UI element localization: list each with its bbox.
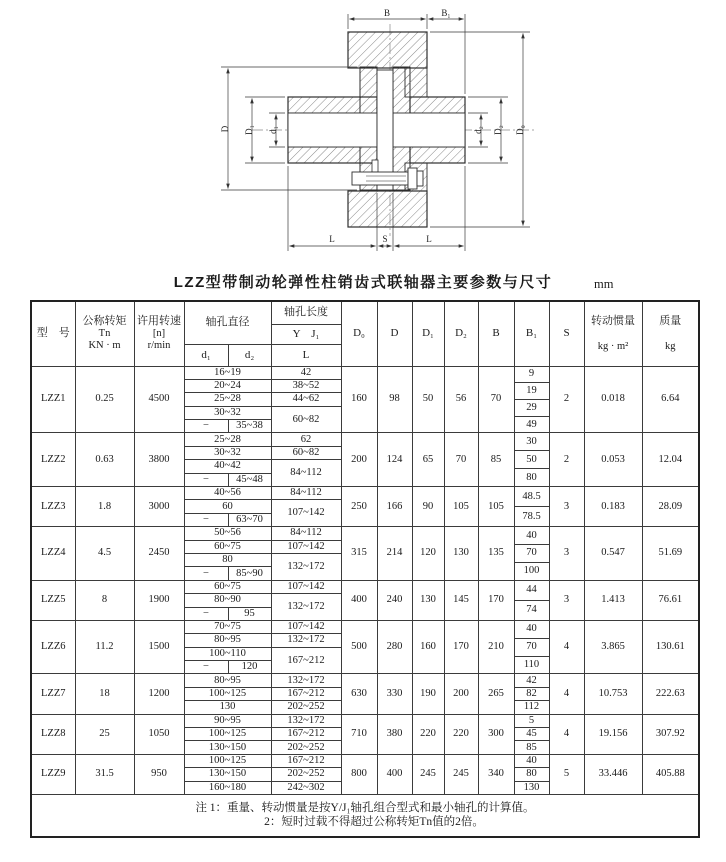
note-line-1: 注 1：重量、转动惯量是按Y/J₁轴孔组合型式和最小轴孔的计算值。	[195, 802, 535, 815]
bore-length-cell: 84~112	[271, 527, 341, 540]
b1-cell	[514, 754, 549, 794]
torque-symbol: Tn	[98, 328, 111, 339]
b1-value: 29	[515, 400, 549, 417]
b-cell: 265	[478, 674, 514, 714]
b1-value: 100	[523, 565, 540, 577]
col-header-d: D	[377, 301, 412, 366]
model-cell: LZZ8	[31, 714, 75, 754]
bore-length-cell: 167~212	[271, 647, 341, 674]
b-cell: 105	[478, 487, 514, 527]
col-header-bore-diameter: 轴孔直径	[184, 301, 271, 344]
spec-table-header	[31, 301, 699, 366]
torque-cell: 25	[75, 714, 134, 754]
s-cell: 3	[549, 487, 584, 527]
inertia-cell: 0.547	[584, 527, 642, 581]
b1-value: 110	[523, 659, 540, 671]
b1-value: 40	[515, 621, 549, 639]
mass-cell: 51.69	[642, 527, 699, 581]
b1-value: 70	[515, 639, 549, 657]
s-cell: 4	[549, 620, 584, 674]
d0-cell: 710	[341, 714, 377, 754]
d2-cap-cell: 56	[444, 366, 478, 433]
bore-range-cell: 16~19	[184, 366, 271, 379]
b1-cell	[514, 527, 549, 581]
d0-cell: 315	[341, 527, 377, 581]
b-cell: 70	[478, 366, 514, 433]
spec-row-lzz7-0	[31, 674, 699, 687]
torque-cell: 4.5	[75, 527, 134, 581]
bore-d1-cell: −	[184, 513, 228, 526]
b1-value: 85	[526, 741, 537, 753]
inertia-cell: 19.156	[584, 714, 642, 754]
s-cell: 2	[549, 366, 584, 433]
speed-cell: 3800	[134, 433, 184, 487]
col-header-b1: B₁	[514, 301, 549, 366]
inertia-cell: 0.018	[584, 366, 642, 433]
bore-range-cell: 80	[184, 553, 271, 566]
bore-range-cell: 30~32	[184, 406, 271, 419]
speed-cell: 1500	[134, 620, 184, 674]
b1-value: 112	[523, 701, 540, 713]
model-cell: LZZ1	[31, 366, 75, 433]
bore-range-cell: 20~24	[184, 379, 271, 392]
torque-cell: 1.8	[75, 487, 134, 527]
b1-stack	[515, 674, 549, 713]
speed-unit: r/min	[147, 340, 171, 352]
speed-cell: 4500	[134, 366, 184, 433]
mass-unit: kg	[665, 340, 676, 352]
bore-range-cell: 100~125	[184, 728, 271, 741]
d1-cap-cell: 190	[412, 674, 444, 714]
mass-cell: 130.61	[642, 620, 699, 674]
b1-value: 80	[526, 471, 537, 483]
b1-value: 9	[515, 367, 549, 384]
d2-cap-cell: 245	[444, 754, 478, 794]
torque-cell: 11.2	[75, 620, 134, 674]
bore-d1-cell: −	[184, 607, 228, 620]
inertia-cell: 0.053	[584, 433, 642, 487]
bore-range-cell: 70~75	[184, 620, 271, 633]
s-cell: 3	[549, 527, 584, 581]
b1-stack	[515, 621, 549, 674]
bore-range-cell: 80~95	[184, 634, 271, 647]
speed-cell: 1900	[134, 580, 184, 620]
bore-length-cell: 167~212	[271, 754, 341, 767]
mass-cell: 12.04	[642, 433, 699, 487]
spec-row-lzz3-0	[31, 487, 699, 500]
bore-length-cell: 132~172	[271, 674, 341, 687]
bore-length-cell: 84~112	[271, 460, 341, 487]
speed-cell: 950	[134, 754, 184, 794]
col-header-b: B	[478, 301, 514, 366]
d-cell: 124	[377, 433, 412, 487]
bore-d2-cell: 120	[228, 661, 271, 674]
b1-value: 49	[526, 418, 537, 430]
model-cell: LZZ6	[31, 620, 75, 674]
d-cell: 280	[377, 620, 412, 674]
b1-value: 44	[515, 581, 549, 601]
bore-range-cell: 25~28	[184, 393, 271, 406]
b1-stack	[515, 715, 549, 754]
mass-cell: 222.63	[642, 674, 699, 714]
inertia-cell: 1.413	[584, 580, 642, 620]
bore-length-cell: 242~302	[271, 781, 341, 794]
d2-cap-cell: 220	[444, 714, 478, 754]
col-header-speed	[134, 301, 184, 366]
d-cell: 166	[377, 487, 412, 527]
b1-cell	[514, 580, 549, 620]
spec-row-lzz9-0	[31, 754, 699, 767]
b1-value: 130	[523, 781, 540, 793]
b1-value: 70	[515, 545, 549, 563]
b1-value: 82	[515, 688, 549, 701]
unit-label: mm	[594, 277, 614, 291]
b1-value: 5	[515, 715, 549, 728]
bore-length-cell: 132~172	[271, 553, 341, 580]
torque-label: 公称转矩	[82, 315, 127, 328]
spec-row-lzz5-0	[31, 580, 699, 593]
b1-value: 45	[515, 728, 549, 741]
dim-label-d2-cap: D₂	[493, 125, 503, 135]
col-header-d1-cap: D₁	[412, 301, 444, 366]
col-header-d1: d₁	[184, 344, 228, 366]
torque-cell: 0.25	[75, 366, 134, 433]
bore-length-cell: 132~172	[271, 594, 341, 621]
bore-length-cell: 202~252	[271, 701, 341, 714]
mass-cell: 307.92	[642, 714, 699, 754]
b-cell: 135	[478, 527, 514, 581]
mass-cell: 6.64	[642, 366, 699, 433]
note-line-2: 2：短时过载不得超过公称转矩Tn值的2倍。	[264, 815, 484, 828]
d-cell: 240	[377, 580, 412, 620]
s-cell: 3	[549, 580, 584, 620]
b1-value: 48.5	[515, 487, 549, 507]
dim-label-d-cap: D	[220, 125, 230, 133]
d0-cell: 500	[341, 620, 377, 674]
col-header-d0: D₀	[341, 301, 377, 366]
b1-value: 50	[515, 451, 549, 469]
bore-range-cell: 100~125	[184, 687, 271, 700]
bore-d1-cell: −	[184, 473, 228, 486]
bore-length-cell: 60~82	[271, 446, 341, 459]
dim-label-s: S	[382, 234, 388, 244]
inertia-unit: kg · m²	[597, 340, 629, 352]
bore-d2-cell: 45~48	[228, 473, 271, 486]
spec-table-notes	[31, 795, 699, 838]
bore-d1-cell: −	[184, 420, 228, 433]
s-cell: 4	[549, 714, 584, 754]
bore-range-cell: 90~95	[184, 714, 271, 727]
bore-range-cell: 30~32	[184, 446, 271, 459]
bore-length-cell: 107~142	[271, 620, 341, 633]
bore-range-cell: 80~90	[184, 594, 271, 607]
model-cell: LZZ4	[31, 527, 75, 581]
b1-value: 19	[515, 383, 549, 400]
bore-range-cell: 60	[184, 500, 271, 513]
bore-d2-cell: 85~90	[228, 567, 271, 580]
col-header-torque	[75, 301, 134, 366]
b1-value: 40	[515, 527, 549, 545]
spec-table	[30, 300, 700, 838]
bore-range-cell: 40~56	[184, 487, 271, 500]
col-header-model: 型 号	[31, 301, 75, 366]
d-cell: 380	[377, 714, 412, 754]
d2-cap-cell: 145	[444, 580, 478, 620]
d0-cell: 160	[341, 366, 377, 433]
model-cell: LZZ2	[31, 433, 75, 487]
d1-cap-cell: 220	[412, 714, 444, 754]
bore-range-cell: 130~150	[184, 768, 271, 781]
dim-label-b: B	[383, 8, 391, 18]
bore-d2-cell: 63~70	[228, 513, 271, 526]
speed-cell: 3000	[134, 487, 184, 527]
b1-cell	[514, 674, 549, 714]
d2-cap-cell: 70	[444, 433, 478, 487]
bore-range-cell: 40~42	[184, 460, 271, 473]
spec-table-body	[31, 366, 699, 795]
d0-cell: 200	[341, 433, 377, 487]
bore-length-cell: 167~212	[271, 687, 341, 700]
spec-row-lzz4-0	[31, 527, 699, 540]
b1-stack	[515, 367, 549, 433]
b1-cell	[514, 366, 549, 433]
s-cell: 2	[549, 433, 584, 487]
d-cell: 330	[377, 674, 412, 714]
bore-range-cell: 60~75	[184, 540, 271, 553]
s-cell: 4	[549, 674, 584, 714]
spec-row-lzz2-0	[31, 433, 699, 446]
col-header-d2-cap: D₂	[444, 301, 478, 366]
b1-value: 78.5	[522, 510, 541, 522]
torque-cell: 0.63	[75, 433, 134, 487]
spec-row-lzz8-0	[31, 714, 699, 727]
bore-range-cell: 25~28	[184, 433, 271, 446]
d0-cell: 400	[341, 580, 377, 620]
b1-value: 40	[515, 755, 549, 768]
model-cell: LZZ5	[31, 580, 75, 620]
d2-cap-cell: 170	[444, 620, 478, 674]
inertia-cell: 3.865	[584, 620, 642, 674]
d2-cap-cell: 130	[444, 527, 478, 581]
d-cell: 214	[377, 527, 412, 581]
bore-length-cell: 44~62	[271, 393, 341, 406]
inertia-cell: 0.183	[584, 487, 642, 527]
b-cell: 300	[478, 714, 514, 754]
bore-length-cell: 42	[271, 366, 341, 379]
col-header-yj1: Y J₁	[271, 324, 341, 344]
b1-cell	[514, 433, 549, 487]
d2-cap-cell: 200	[444, 674, 478, 714]
torque-cell: 18	[75, 674, 134, 714]
bore-length-cell: 132~172	[271, 634, 341, 647]
bore-length-cell: 84~112	[271, 487, 341, 500]
dim-label-l-left: L	[329, 234, 335, 244]
col-header-inertia	[584, 301, 642, 366]
speed-cell: 2450	[134, 527, 184, 581]
b1-cell	[514, 620, 549, 674]
b-cell: 340	[478, 754, 514, 794]
bore-length-cell: 62	[271, 433, 341, 446]
inertia-label: 转动惯量	[591, 314, 635, 327]
b1-value: 74	[526, 604, 537, 616]
notes	[31, 795, 699, 838]
bore-length-cell: 202~252	[271, 741, 341, 754]
bore-range-cell: 130~150	[184, 741, 271, 754]
b1-value: 42	[515, 674, 549, 687]
b-cell: 210	[478, 620, 514, 674]
model-cell: LZZ3	[31, 487, 75, 527]
page-title: LZZ型带制动轮弹性柱销齿式联轴器主要参数与尺寸	[173, 274, 553, 291]
col-header-mass	[642, 301, 699, 366]
bore-d2-cell: 35~38	[228, 420, 271, 433]
b-cell: 170	[478, 580, 514, 620]
bore-length-cell: 38~52	[271, 379, 341, 392]
col-header-l: L	[271, 344, 341, 366]
bore-range-cell: 160~180	[184, 781, 271, 794]
model-cell: LZZ7	[31, 674, 75, 714]
dim-label-d1-cap: D₁	[244, 125, 254, 135]
d0-cell: 250	[341, 487, 377, 527]
dim-label-d2: d₂	[473, 126, 483, 134]
mass-label: 质量	[659, 314, 682, 327]
col-header-s: S	[549, 301, 584, 366]
d-cell: 98	[377, 366, 412, 433]
col-header-d2: d₂	[228, 344, 271, 366]
d1-cap-cell: 130	[412, 580, 444, 620]
b1-stack	[515, 581, 549, 620]
bore-range-cell: 100~110	[184, 647, 271, 660]
spec-row-lzz1-0	[31, 366, 699, 379]
bore-length-cell: 107~142	[271, 580, 341, 593]
d2-cap-cell: 105	[444, 487, 478, 527]
b1-value: 30	[515, 433, 549, 451]
b1-value: 80	[515, 768, 549, 781]
b1-cell	[514, 487, 549, 527]
speed-cell: 1050	[134, 714, 184, 754]
inertia-cell: 33.446	[584, 754, 642, 794]
mass-cell: 28.09	[642, 487, 699, 527]
spec-row-lzz6-0	[31, 620, 699, 633]
bore-length-cell: 60~82	[271, 406, 341, 433]
dim-label-d0: D₀	[515, 125, 525, 135]
model-cell: LZZ9	[31, 754, 75, 794]
s-cell: 5	[549, 754, 584, 794]
b1-cell	[514, 714, 549, 754]
coupling-diagram	[0, 0, 726, 268]
speed-label: 许用转速	[137, 315, 181, 328]
dim-label-d1: d₁	[268, 126, 278, 134]
bore-range-cell: 60~75	[184, 580, 271, 593]
bore-length-cell: 107~142	[271, 540, 341, 553]
torque-cell: 8	[75, 580, 134, 620]
bore-length-cell: 132~172	[271, 714, 341, 727]
b-cell: 85	[478, 433, 514, 487]
bore-length-cell: 167~212	[271, 728, 341, 741]
d1-cap-cell: 90	[412, 487, 444, 527]
bore-length-cell: 202~252	[271, 768, 341, 781]
d1-cap-cell: 50	[412, 366, 444, 433]
bore-range-cell: 130	[184, 701, 271, 714]
mass-cell: 76.61	[642, 580, 699, 620]
d-cell: 400	[377, 754, 412, 794]
d0-cell: 800	[341, 754, 377, 794]
bore-range-cell: 100~125	[184, 754, 271, 767]
d1-cap-cell: 245	[412, 754, 444, 794]
col-header-bore-length: 轴孔长度	[271, 301, 341, 324]
d0-cell: 630	[341, 674, 377, 714]
torque-cell: 31.5	[75, 754, 134, 794]
inertia-cell: 10.753	[584, 674, 642, 714]
dim-label-b1: B₁	[441, 8, 451, 18]
dim-label-l-right: L	[426, 234, 432, 244]
b1-stack	[515, 527, 549, 580]
bore-range-cell: 80~95	[184, 674, 271, 687]
bore-length-cell: 107~142	[271, 500, 341, 527]
bore-d1-cell: −	[184, 567, 228, 580]
bore-d1-cell: −	[184, 661, 228, 674]
mass-cell: 405.88	[642, 754, 699, 794]
d1-cap-cell: 120	[412, 527, 444, 581]
bore-d2-cell: 95	[228, 607, 271, 620]
speed-symbol: [n]	[152, 328, 166, 339]
bore-range-cell: 50~56	[184, 527, 271, 540]
d1-cap-cell: 160	[412, 620, 444, 674]
speed-cell: 1200	[134, 674, 184, 714]
torque-unit: KN · m	[88, 340, 121, 352]
d1-cap-cell: 65	[412, 433, 444, 487]
b1-stack	[515, 487, 549, 526]
b1-stack	[515, 433, 549, 486]
b1-stack	[515, 755, 549, 794]
